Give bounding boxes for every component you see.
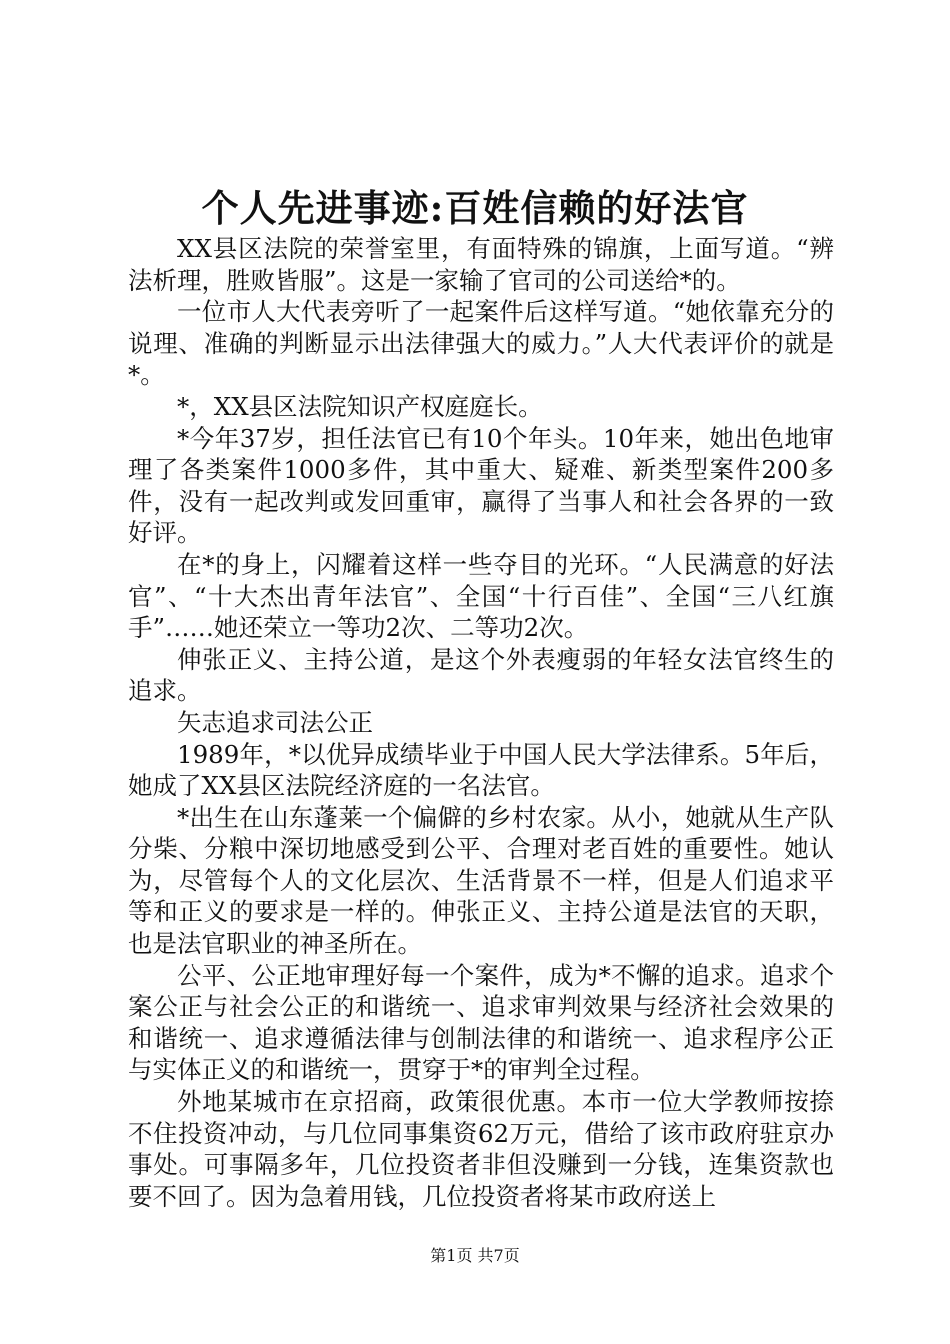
paragraph: 伸张正义、主持公道，是这个外表瘦弱的年轻女法官终生的追求。 [128, 644, 834, 706]
paragraph: *今年37岁，担任法官已有10个年头。10年来，她出色地审理了各类案件1000多件，其中重大、疑难、新类型案件200多件，没有一起改判或发回重审，赢得了当事人和社会各界的一致好评。 [128, 423, 834, 548]
paragraph: 1989年，*以优异成绩毕业于中国人民大学法律系。5年后，她成了XX县区法院经济庭的一名法官。 [128, 739, 834, 801]
paragraph: 在*的身上，闪耀着这样一些夺目的光环。“人民满意的好法官”、“十大杰出青年法官”、全国“十行百佳”、全国“三八红旗手”……她还荣立一等功2次、二等功2次。 [128, 549, 834, 643]
paragraph: XX县区法院的荣誉室里，有面特殊的锦旗，上面写道。“辨法析理，胜败皆服”。这是一家输了官司的公司送给*的。 [128, 234, 834, 295]
page-footer: 第1页 共7页 [430, 1246, 520, 1265]
paragraph: 一位市人大代表旁听了一起案件后这样写道。“她依靠充分的说理、准确的判断显示出法律强大的威力。”人大代表评价的就是*。 [128, 297, 834, 390]
document-title: 个人先进事迹:百姓信赖的好法官 [201, 186, 749, 230]
section-heading: 矢志追求司法公正 [177, 707, 373, 737]
document-body [128, 233, 834, 1212]
paragraph: 公平、公正地审理好每一个案件，成为*不懈的追求。追求个案公正与社会公正的和谐统一、追求审判效果与经济社会效果的和谐统一、追求遵循法律与创制法律的和谐统一、追求程序公正与实体正义的和谐统一，贯穿于*的审判全过程。 [128, 960, 834, 1085]
paragraph: *，XX县区法院知识产权庭庭长。 [177, 391, 543, 421]
paragraph: *出生在山东蓬莱一个偏僻的乡村农家。从小，她就从生产队分柴、分粮中深切地感受到公平、合理对老百姓的重要性。她认为，尽管每个人的文化层次、生活背景不一样，但是人们追求平等和正义的要求是一样的。伸张正义、主持公道是法官的天职，也是法官职业的神圣所在。 [128, 802, 834, 959]
paragraph: 外地某城市在京招商，政策很优惠。本市一位大学教师按捺不住投资冲动，与几位同事集资62万元，借给了该市政府驻京办事处。可事隔多年，几位投资者非但没赚到一分钱，连集资款也要不回了。因为急着用钱，几位投资者将某市政府送上 [128, 1087, 834, 1211]
